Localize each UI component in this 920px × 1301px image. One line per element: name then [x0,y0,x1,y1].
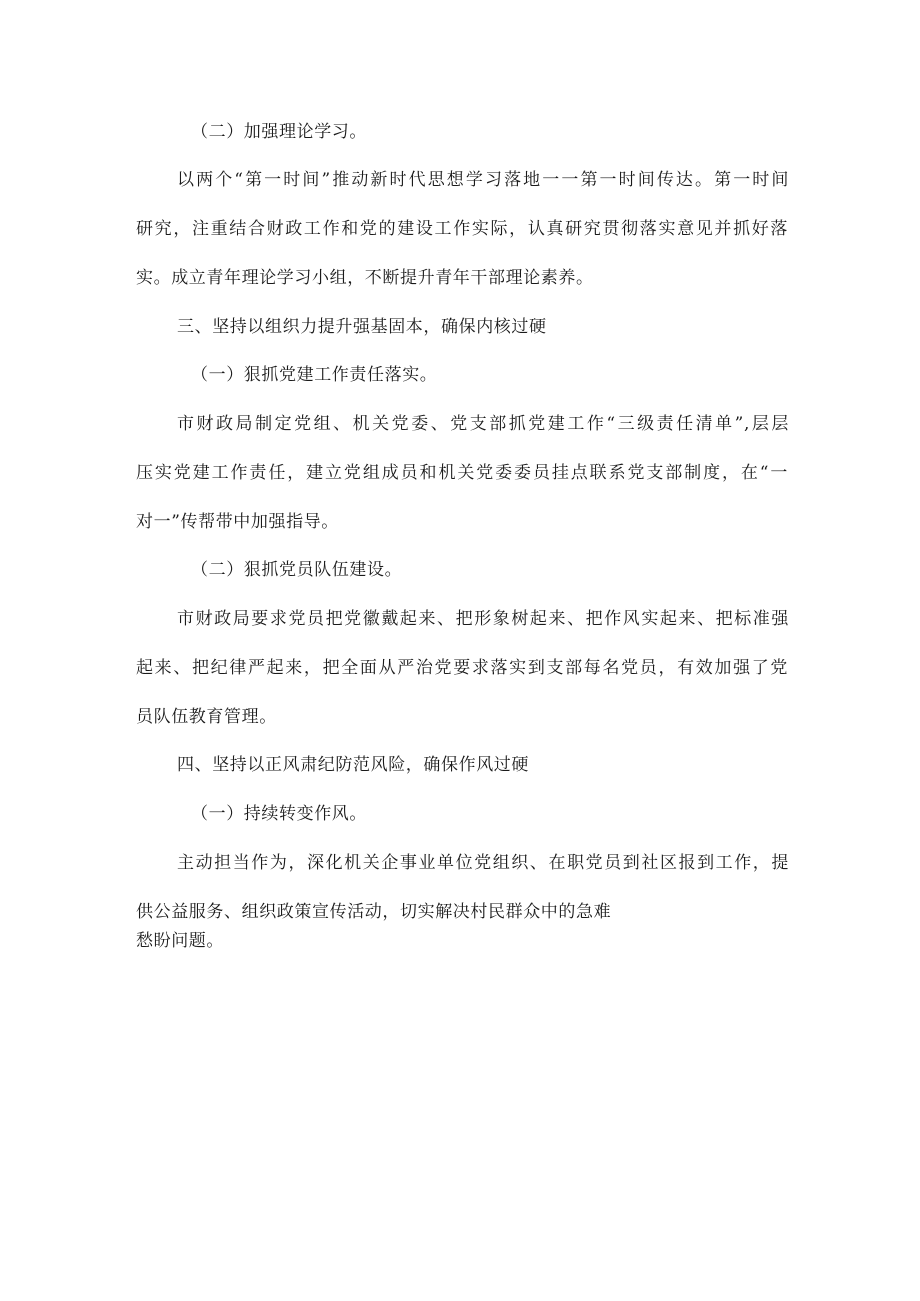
paragraph-line: 起来、把纪律严起来，把全面从严治党要求落实到支部每名党员，有效加强了党 [136,658,788,678]
paragraph-line: 研究，注重结合财政工作和党的建设工作实际，认真研究贯彻落实意见并抓好落 [136,219,788,239]
paragraph-line: 主动担当作为，深化机关企事业单位党组织、在职党员到社区报到工作，提 [177,853,789,873]
paragraph-line: 压实党建工作责任，建立党组成员和机关党委委员挂点联系党支部制度，在“一 [136,463,788,483]
paragraph-line: 供公益服务、组织政策宣传活动，切实解决村民群众中的急难 [136,902,612,922]
section-heading-3: 三、坚持以组织力提升强基固本，确保内核过硬 [177,317,547,337]
subheading-party-member-team: （二）狠抓党员队伍建设。 [191,560,403,580]
paragraph-line: 以两个“第一时间”推动新时代思想学习落地一一第一时间传达。第一时间 [177,170,789,190]
paragraph-line: 愁盼问题。 [136,931,224,951]
subheading-change-work-style: （一）持续转变作风。 [191,804,367,824]
section-heading-4: 四、坚持以正风肃纪防范风险，确保作风过硬 [177,755,529,775]
subheading-strengthen-theory-study: （二）加强理论学习。 [191,122,367,142]
paragraph-line: 市财政局制定党组、机关党委、党支部抓党建工作“三级责任清单”,层层 [177,414,789,434]
paragraph-line: 实。成立青年理论学习小组，不断提升青年干部理论素养。 [136,268,594,288]
subheading-party-building-responsibility: （一）狠抓党建工作责任落实。 [191,365,438,385]
paragraph-line: 市财政局要求党员把党徽戴起来、把形象树起来、把作风实起来、把标准强 [177,609,789,629]
paragraph-line: 员队伍教育管理。 [136,707,277,727]
paragraph-line: 对一”传帮带中加强指导。 [136,512,339,532]
